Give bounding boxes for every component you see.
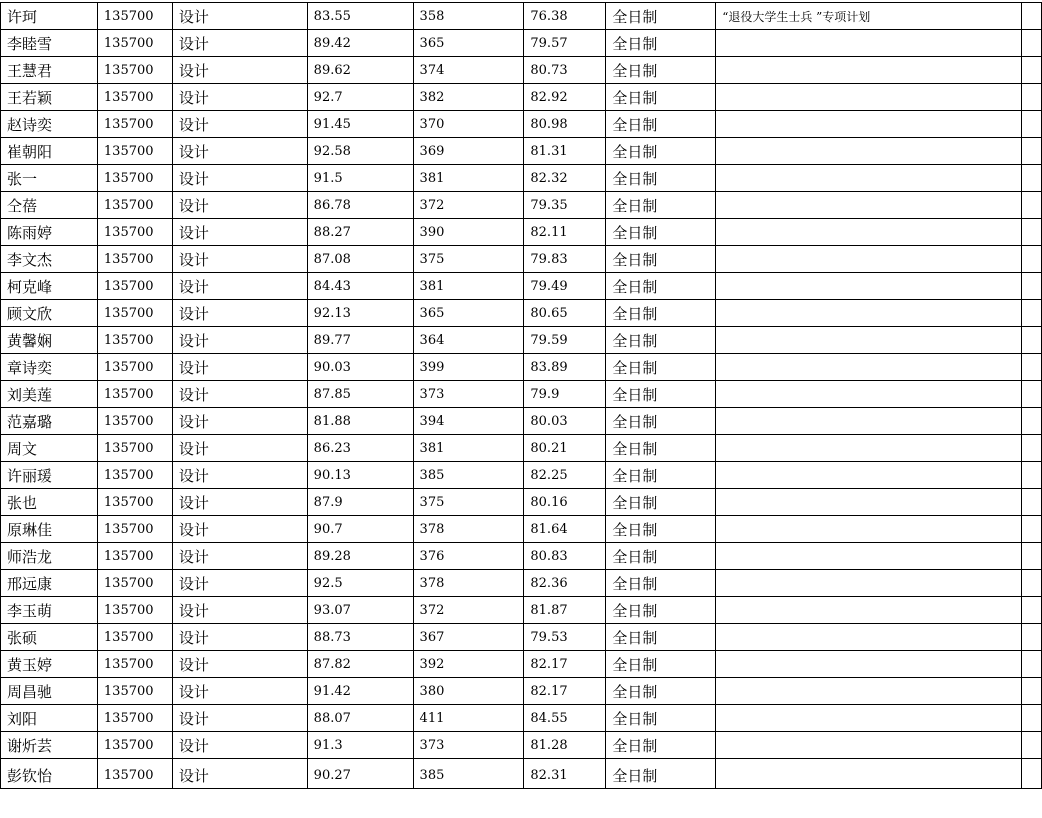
cell-score-3[interactable]: 80.03: [524, 408, 606, 435]
table-row: [1, 435, 1042, 462]
cell-empty[interactable]: [1021, 30, 1041, 57]
cell-code[interactable]: 135700: [97, 3, 172, 30]
cell-empty[interactable]: [1021, 165, 1041, 192]
cell-empty[interactable]: [1021, 57, 1041, 84]
cell-empty[interactable]: [1021, 408, 1041, 435]
cell-score-3[interactable]: 82.11: [524, 219, 606, 246]
table-row: [1, 732, 1042, 759]
cell-name[interactable]: 周昌驰: [1, 678, 98, 705]
cell-note[interactable]: [716, 462, 1022, 489]
cell-major[interactable]: 设计: [172, 354, 307, 381]
cell-major[interactable]: 设计: [172, 570, 307, 597]
cell-empty[interactable]: [1021, 3, 1041, 30]
cell-study-mode[interactable]: 全日制: [606, 30, 716, 57]
cell-score-1[interactable]: 87.85: [307, 381, 413, 408]
cell-score-3[interactable]: 79.49: [524, 273, 606, 300]
cell-name[interactable]: 柯克峰: [1, 273, 98, 300]
cell-note[interactable]: [716, 624, 1022, 651]
cell-note[interactable]: [716, 543, 1022, 570]
cell-score-2[interactable]: 382: [413, 84, 524, 111]
table-row: [1, 165, 1042, 192]
cell-score-3[interactable]: 82.31: [524, 759, 606, 789]
cell-major[interactable]: 设计: [172, 219, 307, 246]
cell-name[interactable]: 彭钦怡: [1, 759, 98, 789]
cell-name[interactable]: 仝蓓: [1, 192, 98, 219]
cell-score-1[interactable]: 90.13: [307, 462, 413, 489]
cell-major[interactable]: 设计: [172, 759, 307, 789]
cell-empty[interactable]: [1021, 489, 1041, 516]
cell-study-mode[interactable]: 全日制: [606, 732, 716, 759]
cell-score-1[interactable]: 92.13: [307, 300, 413, 327]
cell-note[interactable]: [716, 678, 1022, 705]
cell-major[interactable]: 设计: [172, 462, 307, 489]
table-row: [1, 3, 1042, 30]
cell-score-3[interactable]: 80.73: [524, 57, 606, 84]
cell-empty[interactable]: [1021, 381, 1041, 408]
cell-empty[interactable]: [1021, 543, 1041, 570]
cell-note[interactable]: [716, 111, 1022, 138]
cell-score-3[interactable]: 82.36: [524, 570, 606, 597]
cell-major[interactable]: 设计: [172, 516, 307, 543]
table-row: [1, 597, 1042, 624]
cell-name[interactable]: 刘美莲: [1, 381, 98, 408]
cell-empty[interactable]: [1021, 273, 1041, 300]
cell-score-2[interactable]: 358: [413, 3, 524, 30]
table-row: [1, 192, 1042, 219]
cell-note[interactable]: [716, 327, 1022, 354]
cell-name[interactable]: 顾文欣: [1, 300, 98, 327]
cell-name[interactable]: 崔朝阳: [1, 138, 98, 165]
cell-code[interactable]: 135700: [97, 327, 172, 354]
table-row: [1, 408, 1042, 435]
cell-score-3[interactable]: 79.57: [524, 30, 606, 57]
cell-study-mode[interactable]: 全日制: [606, 570, 716, 597]
cell-score-2[interactable]: 365: [413, 30, 524, 57]
cell-name[interactable]: 王若颖: [1, 84, 98, 111]
table-row: [1, 327, 1042, 354]
cell-score-3[interactable]: 82.25: [524, 462, 606, 489]
cell-major[interactable]: 设计: [172, 84, 307, 111]
cell-score-3[interactable]: 79.53: [524, 624, 606, 651]
spreadsheet-table: [0, 2, 1042, 789]
cell-code[interactable]: 135700: [97, 489, 172, 516]
cell-note[interactable]: [716, 732, 1022, 759]
cell-score-2[interactable]: 376: [413, 543, 524, 570]
cell-code[interactable]: 135700: [97, 84, 172, 111]
cell-score-3[interactable]: 80.83: [524, 543, 606, 570]
cell-score-3[interactable]: 82.17: [524, 651, 606, 678]
cell-study-mode[interactable]: 全日制: [606, 165, 716, 192]
cell-score-2[interactable]: 370: [413, 111, 524, 138]
cell-score-3[interactable]: 81.28: [524, 732, 606, 759]
cell-score-3[interactable]: 80.16: [524, 489, 606, 516]
cell-note[interactable]: [716, 570, 1022, 597]
cell-score-2[interactable]: 365: [413, 300, 524, 327]
cell-study-mode[interactable]: 全日制: [606, 381, 716, 408]
cell-study-mode[interactable]: 全日制: [606, 759, 716, 789]
cell-major[interactable]: 设计: [172, 111, 307, 138]
table-row: [1, 759, 1042, 789]
cell-note[interactable]: [716, 246, 1022, 273]
table-row: [1, 246, 1042, 273]
cell-study-mode[interactable]: 全日制: [606, 3, 716, 30]
cell-score-3[interactable]: 79.59: [524, 327, 606, 354]
cell-score-2[interactable]: 411: [413, 705, 524, 732]
cell-code[interactable]: 135700: [97, 165, 172, 192]
cell-score-2[interactable]: 378: [413, 516, 524, 543]
cell-study-mode[interactable]: 全日制: [606, 138, 716, 165]
cell-study-mode[interactable]: 全日制: [606, 111, 716, 138]
cell-code[interactable]: 135700: [97, 678, 172, 705]
cell-code[interactable]: 135700: [97, 192, 172, 219]
cell-score-1[interactable]: 86.78: [307, 192, 413, 219]
cell-empty[interactable]: [1021, 651, 1041, 678]
cell-study-mode[interactable]: 全日制: [606, 462, 716, 489]
cell-score-2[interactable]: 381: [413, 273, 524, 300]
cell-major[interactable]: 设计: [172, 651, 307, 678]
cell-code[interactable]: 135700: [97, 705, 172, 732]
table-row: [1, 651, 1042, 678]
cell-major[interactable]: 设计: [172, 705, 307, 732]
cell-code[interactable]: 135700: [97, 597, 172, 624]
cell-name[interactable]: 赵诗奕: [1, 111, 98, 138]
cell-name[interactable]: 黄馨娴: [1, 327, 98, 354]
cell-score-1[interactable]: 87.9: [307, 489, 413, 516]
table-row: [1, 705, 1042, 732]
cell-score-3[interactable]: 80.65: [524, 300, 606, 327]
cell-score-3[interactable]: 79.83: [524, 246, 606, 273]
cell-score-2[interactable]: 374: [413, 57, 524, 84]
table-row: [1, 300, 1042, 327]
cell-major[interactable]: 设计: [172, 57, 307, 84]
cell-code[interactable]: 135700: [97, 246, 172, 273]
table-row: [1, 489, 1042, 516]
cell-study-mode[interactable]: 全日制: [606, 597, 716, 624]
cell-score-3[interactable]: 80.21: [524, 435, 606, 462]
cell-study-mode[interactable]: 全日制: [606, 84, 716, 111]
table-row: [1, 624, 1042, 651]
cell-major[interactable]: 设计: [172, 624, 307, 651]
cell-major[interactable]: 设计: [172, 678, 307, 705]
cell-score-1[interactable]: 84.43: [307, 273, 413, 300]
cell-code[interactable]: 135700: [97, 570, 172, 597]
cell-score-2[interactable]: 369: [413, 138, 524, 165]
cell-score-1[interactable]: 88.07: [307, 705, 413, 732]
cell-score-2[interactable]: 399: [413, 354, 524, 381]
cell-study-mode[interactable]: 全日制: [606, 57, 716, 84]
cell-score-3[interactable]: 82.32: [524, 165, 606, 192]
cell-name[interactable]: 张一: [1, 165, 98, 192]
cell-name[interactable]: 陈雨婷: [1, 219, 98, 246]
cell-study-mode[interactable]: 全日制: [606, 624, 716, 651]
cell-score-1[interactable]: 87.08: [307, 246, 413, 273]
cell-code[interactable]: 135700: [97, 435, 172, 462]
cell-code[interactable]: 135700: [97, 138, 172, 165]
cell-study-mode[interactable]: 全日制: [606, 219, 716, 246]
cell-code[interactable]: 135700: [97, 300, 172, 327]
cell-name[interactable]: 张也: [1, 489, 98, 516]
cell-score-2[interactable]: 392: [413, 651, 524, 678]
cell-name[interactable]: 刘阳: [1, 705, 98, 732]
cell-note[interactable]: [716, 192, 1022, 219]
cell-code[interactable]: 135700: [97, 408, 172, 435]
cell-empty[interactable]: [1021, 570, 1041, 597]
cell-major[interactable]: 设计: [172, 732, 307, 759]
cell-code[interactable]: 135700: [97, 273, 172, 300]
cell-study-mode[interactable]: 全日制: [606, 354, 716, 381]
cell-score-3[interactable]: 79.9: [524, 381, 606, 408]
table-row: [1, 381, 1042, 408]
cell-score-1[interactable]: 89.28: [307, 543, 413, 570]
cell-empty[interactable]: [1021, 624, 1041, 651]
cell-empty[interactable]: [1021, 435, 1041, 462]
table-row: [1, 30, 1042, 57]
cell-major[interactable]: 设计: [172, 30, 307, 57]
cell-score-1[interactable]: 92.5: [307, 570, 413, 597]
cell-code[interactable]: 135700: [97, 543, 172, 570]
cell-study-mode[interactable]: 全日制: [606, 543, 716, 570]
cell-name[interactable]: 周文: [1, 435, 98, 462]
cell-note[interactable]: [716, 354, 1022, 381]
cell-score-2[interactable]: 372: [413, 192, 524, 219]
cell-study-mode[interactable]: 全日制: [606, 489, 716, 516]
cell-study-mode[interactable]: 全日制: [606, 408, 716, 435]
cell-major[interactable]: 设计: [172, 489, 307, 516]
cell-study-mode[interactable]: 全日制: [606, 327, 716, 354]
cell-score-1[interactable]: 91.5: [307, 165, 413, 192]
cell-code[interactable]: 135700: [97, 759, 172, 789]
cell-score-1[interactable]: 88.73: [307, 624, 413, 651]
cell-major[interactable]: 设计: [172, 408, 307, 435]
cell-score-3[interactable]: 82.92: [524, 84, 606, 111]
cell-score-2[interactable]: 372: [413, 597, 524, 624]
cell-score-1[interactable]: 88.27: [307, 219, 413, 246]
cell-score-1[interactable]: 83.55: [307, 3, 413, 30]
cell-note[interactable]: [716, 57, 1022, 84]
cell-note[interactable]: [716, 759, 1022, 789]
cell-score-3[interactable]: 80.98: [524, 111, 606, 138]
cell-score-1[interactable]: 89.77: [307, 327, 413, 354]
cell-major[interactable]: 设计: [172, 273, 307, 300]
table-row: [1, 570, 1042, 597]
cell-major[interactable]: 设计: [172, 3, 307, 30]
cell-score-1[interactable]: 89.62: [307, 57, 413, 84]
cell-score-1[interactable]: 86.23: [307, 435, 413, 462]
cell-note[interactable]: [716, 300, 1022, 327]
cell-empty[interactable]: [1021, 678, 1041, 705]
table-row: [1, 219, 1042, 246]
cell-study-mode[interactable]: 全日制: [606, 516, 716, 543]
cell-note[interactable]: [716, 138, 1022, 165]
cell-score-2[interactable]: 367: [413, 624, 524, 651]
cell-score-1[interactable]: 81.88: [307, 408, 413, 435]
cell-score-2[interactable]: 385: [413, 462, 524, 489]
cell-note[interactable]: [716, 30, 1022, 57]
cell-score-2[interactable]: 381: [413, 435, 524, 462]
cell-study-mode[interactable]: 全日制: [606, 651, 716, 678]
cell-score-1[interactable]: 90.27: [307, 759, 413, 789]
cell-score-2[interactable]: 381: [413, 165, 524, 192]
cell-code[interactable]: 135700: [97, 219, 172, 246]
cell-study-mode[interactable]: 全日制: [606, 273, 716, 300]
cell-empty[interactable]: [1021, 300, 1041, 327]
cell-score-3[interactable]: 81.64: [524, 516, 606, 543]
cell-code[interactable]: 135700: [97, 57, 172, 84]
cell-score-1[interactable]: 92.58: [307, 138, 413, 165]
cell-major[interactable]: 设计: [172, 138, 307, 165]
cell-score-2[interactable]: 380: [413, 678, 524, 705]
cell-note[interactable]: [716, 435, 1022, 462]
cell-major[interactable]: 设计: [172, 327, 307, 354]
cell-major[interactable]: 设计: [172, 543, 307, 570]
cell-major[interactable]: 设计: [172, 246, 307, 273]
cell-empty[interactable]: [1021, 138, 1041, 165]
cell-empty[interactable]: [1021, 516, 1041, 543]
cell-note[interactable]: [716, 273, 1022, 300]
cell-empty[interactable]: [1021, 354, 1041, 381]
cell-note[interactable]: “退役大学生士兵 ”专项计划: [716, 3, 1022, 30]
table-row: [1, 138, 1042, 165]
cell-code[interactable]: 135700: [97, 354, 172, 381]
cell-note[interactable]: [716, 84, 1022, 111]
cell-note[interactable]: [716, 381, 1022, 408]
cell-note[interactable]: [716, 165, 1022, 192]
cell-study-mode[interactable]: 全日制: [606, 678, 716, 705]
cell-name[interactable]: 师浩龙: [1, 543, 98, 570]
cell-study-mode[interactable]: 全日制: [606, 705, 716, 732]
cell-major[interactable]: 设计: [172, 597, 307, 624]
cell-note[interactable]: [716, 219, 1022, 246]
cell-score-1[interactable]: 91.42: [307, 678, 413, 705]
cell-empty[interactable]: [1021, 246, 1041, 273]
cell-note[interactable]: [716, 651, 1022, 678]
cell-empty[interactable]: [1021, 192, 1041, 219]
cell-code[interactable]: 135700: [97, 651, 172, 678]
cell-score-1[interactable]: 87.82: [307, 651, 413, 678]
table-row: [1, 57, 1042, 84]
cell-code[interactable]: 135700: [97, 516, 172, 543]
cell-empty[interactable]: [1021, 219, 1041, 246]
cell-code[interactable]: 135700: [97, 30, 172, 57]
cell-code[interactable]: 135700: [97, 624, 172, 651]
cell-major[interactable]: 设计: [172, 435, 307, 462]
cell-score-2[interactable]: 364: [413, 327, 524, 354]
cell-score-2[interactable]: 373: [413, 732, 524, 759]
cell-score-1[interactable]: 90.03: [307, 354, 413, 381]
cell-major[interactable]: 设计: [172, 192, 307, 219]
cell-major[interactable]: 设计: [172, 165, 307, 192]
cell-code[interactable]: 135700: [97, 462, 172, 489]
cell-name[interactable]: 李文杰: [1, 246, 98, 273]
cell-empty[interactable]: [1021, 462, 1041, 489]
cell-name[interactable]: 章诗奕: [1, 354, 98, 381]
cell-code[interactable]: 135700: [97, 111, 172, 138]
cell-name[interactable]: 李玉萌: [1, 597, 98, 624]
cell-empty[interactable]: [1021, 84, 1041, 111]
cell-name[interactable]: 许丽瑗: [1, 462, 98, 489]
cell-score-2[interactable]: 385: [413, 759, 524, 789]
cell-score-3[interactable]: 84.55: [524, 705, 606, 732]
cell-name[interactable]: 谢炘芸: [1, 732, 98, 759]
cell-score-2[interactable]: 390: [413, 219, 524, 246]
cell-name[interactable]: 邢远康: [1, 570, 98, 597]
cell-score-1[interactable]: 93.07: [307, 597, 413, 624]
table-row: [1, 516, 1042, 543]
cell-note[interactable]: [716, 489, 1022, 516]
cell-score-3[interactable]: 83.89: [524, 354, 606, 381]
cell-major[interactable]: 设计: [172, 300, 307, 327]
cell-score-1[interactable]: 91.3: [307, 732, 413, 759]
cell-note[interactable]: [716, 408, 1022, 435]
cell-name[interactable]: 李睦雪: [1, 30, 98, 57]
table-row: [1, 543, 1042, 570]
cell-score-2[interactable]: 373: [413, 381, 524, 408]
cell-score-3[interactable]: 81.31: [524, 138, 606, 165]
cell-empty[interactable]: [1021, 327, 1041, 354]
cell-study-mode[interactable]: 全日制: [606, 192, 716, 219]
cell-score-2[interactable]: 378: [413, 570, 524, 597]
table-body: [1, 3, 1042, 789]
cell-score-1[interactable]: 91.45: [307, 111, 413, 138]
table-row: [1, 462, 1042, 489]
table-row: [1, 354, 1042, 381]
cell-score-1[interactable]: 89.42: [307, 30, 413, 57]
cell-name[interactable]: 张硕: [1, 624, 98, 651]
cell-code[interactable]: 135700: [97, 381, 172, 408]
cell-study-mode[interactable]: 全日制: [606, 300, 716, 327]
cell-study-mode[interactable]: 全日制: [606, 246, 716, 273]
table-row: [1, 111, 1042, 138]
cell-name[interactable]: 黄玉婷: [1, 651, 98, 678]
cell-name[interactable]: 许珂: [1, 3, 98, 30]
table-row: [1, 84, 1042, 111]
cell-empty[interactable]: [1021, 111, 1041, 138]
cell-code[interactable]: 135700: [97, 732, 172, 759]
cell-name[interactable]: 原琳佳: [1, 516, 98, 543]
cell-score-3[interactable]: 79.35: [524, 192, 606, 219]
cell-note[interactable]: [716, 516, 1022, 543]
cell-empty[interactable]: [1021, 597, 1041, 624]
cell-score-3[interactable]: 81.87: [524, 597, 606, 624]
cell-score-1[interactable]: 90.7: [307, 516, 413, 543]
cell-score-2[interactable]: 375: [413, 246, 524, 273]
table-row: [1, 273, 1042, 300]
cell-empty[interactable]: [1021, 732, 1041, 759]
table-row: [1, 678, 1042, 705]
cell-name[interactable]: 王慧君: [1, 57, 98, 84]
cell-note[interactable]: [716, 597, 1022, 624]
cell-empty[interactable]: [1021, 705, 1041, 732]
cell-name[interactable]: 范嘉璐: [1, 408, 98, 435]
cell-score-1[interactable]: 92.7: [307, 84, 413, 111]
cell-score-3[interactable]: 82.17: [524, 678, 606, 705]
cell-score-2[interactable]: 394: [413, 408, 524, 435]
cell-empty[interactable]: [1021, 759, 1041, 789]
cell-study-mode[interactable]: 全日制: [606, 435, 716, 462]
cell-major[interactable]: 设计: [172, 381, 307, 408]
cell-note[interactable]: [716, 705, 1022, 732]
cell-score-2[interactable]: 375: [413, 489, 524, 516]
cell-score-3[interactable]: 76.38: [524, 3, 606, 30]
